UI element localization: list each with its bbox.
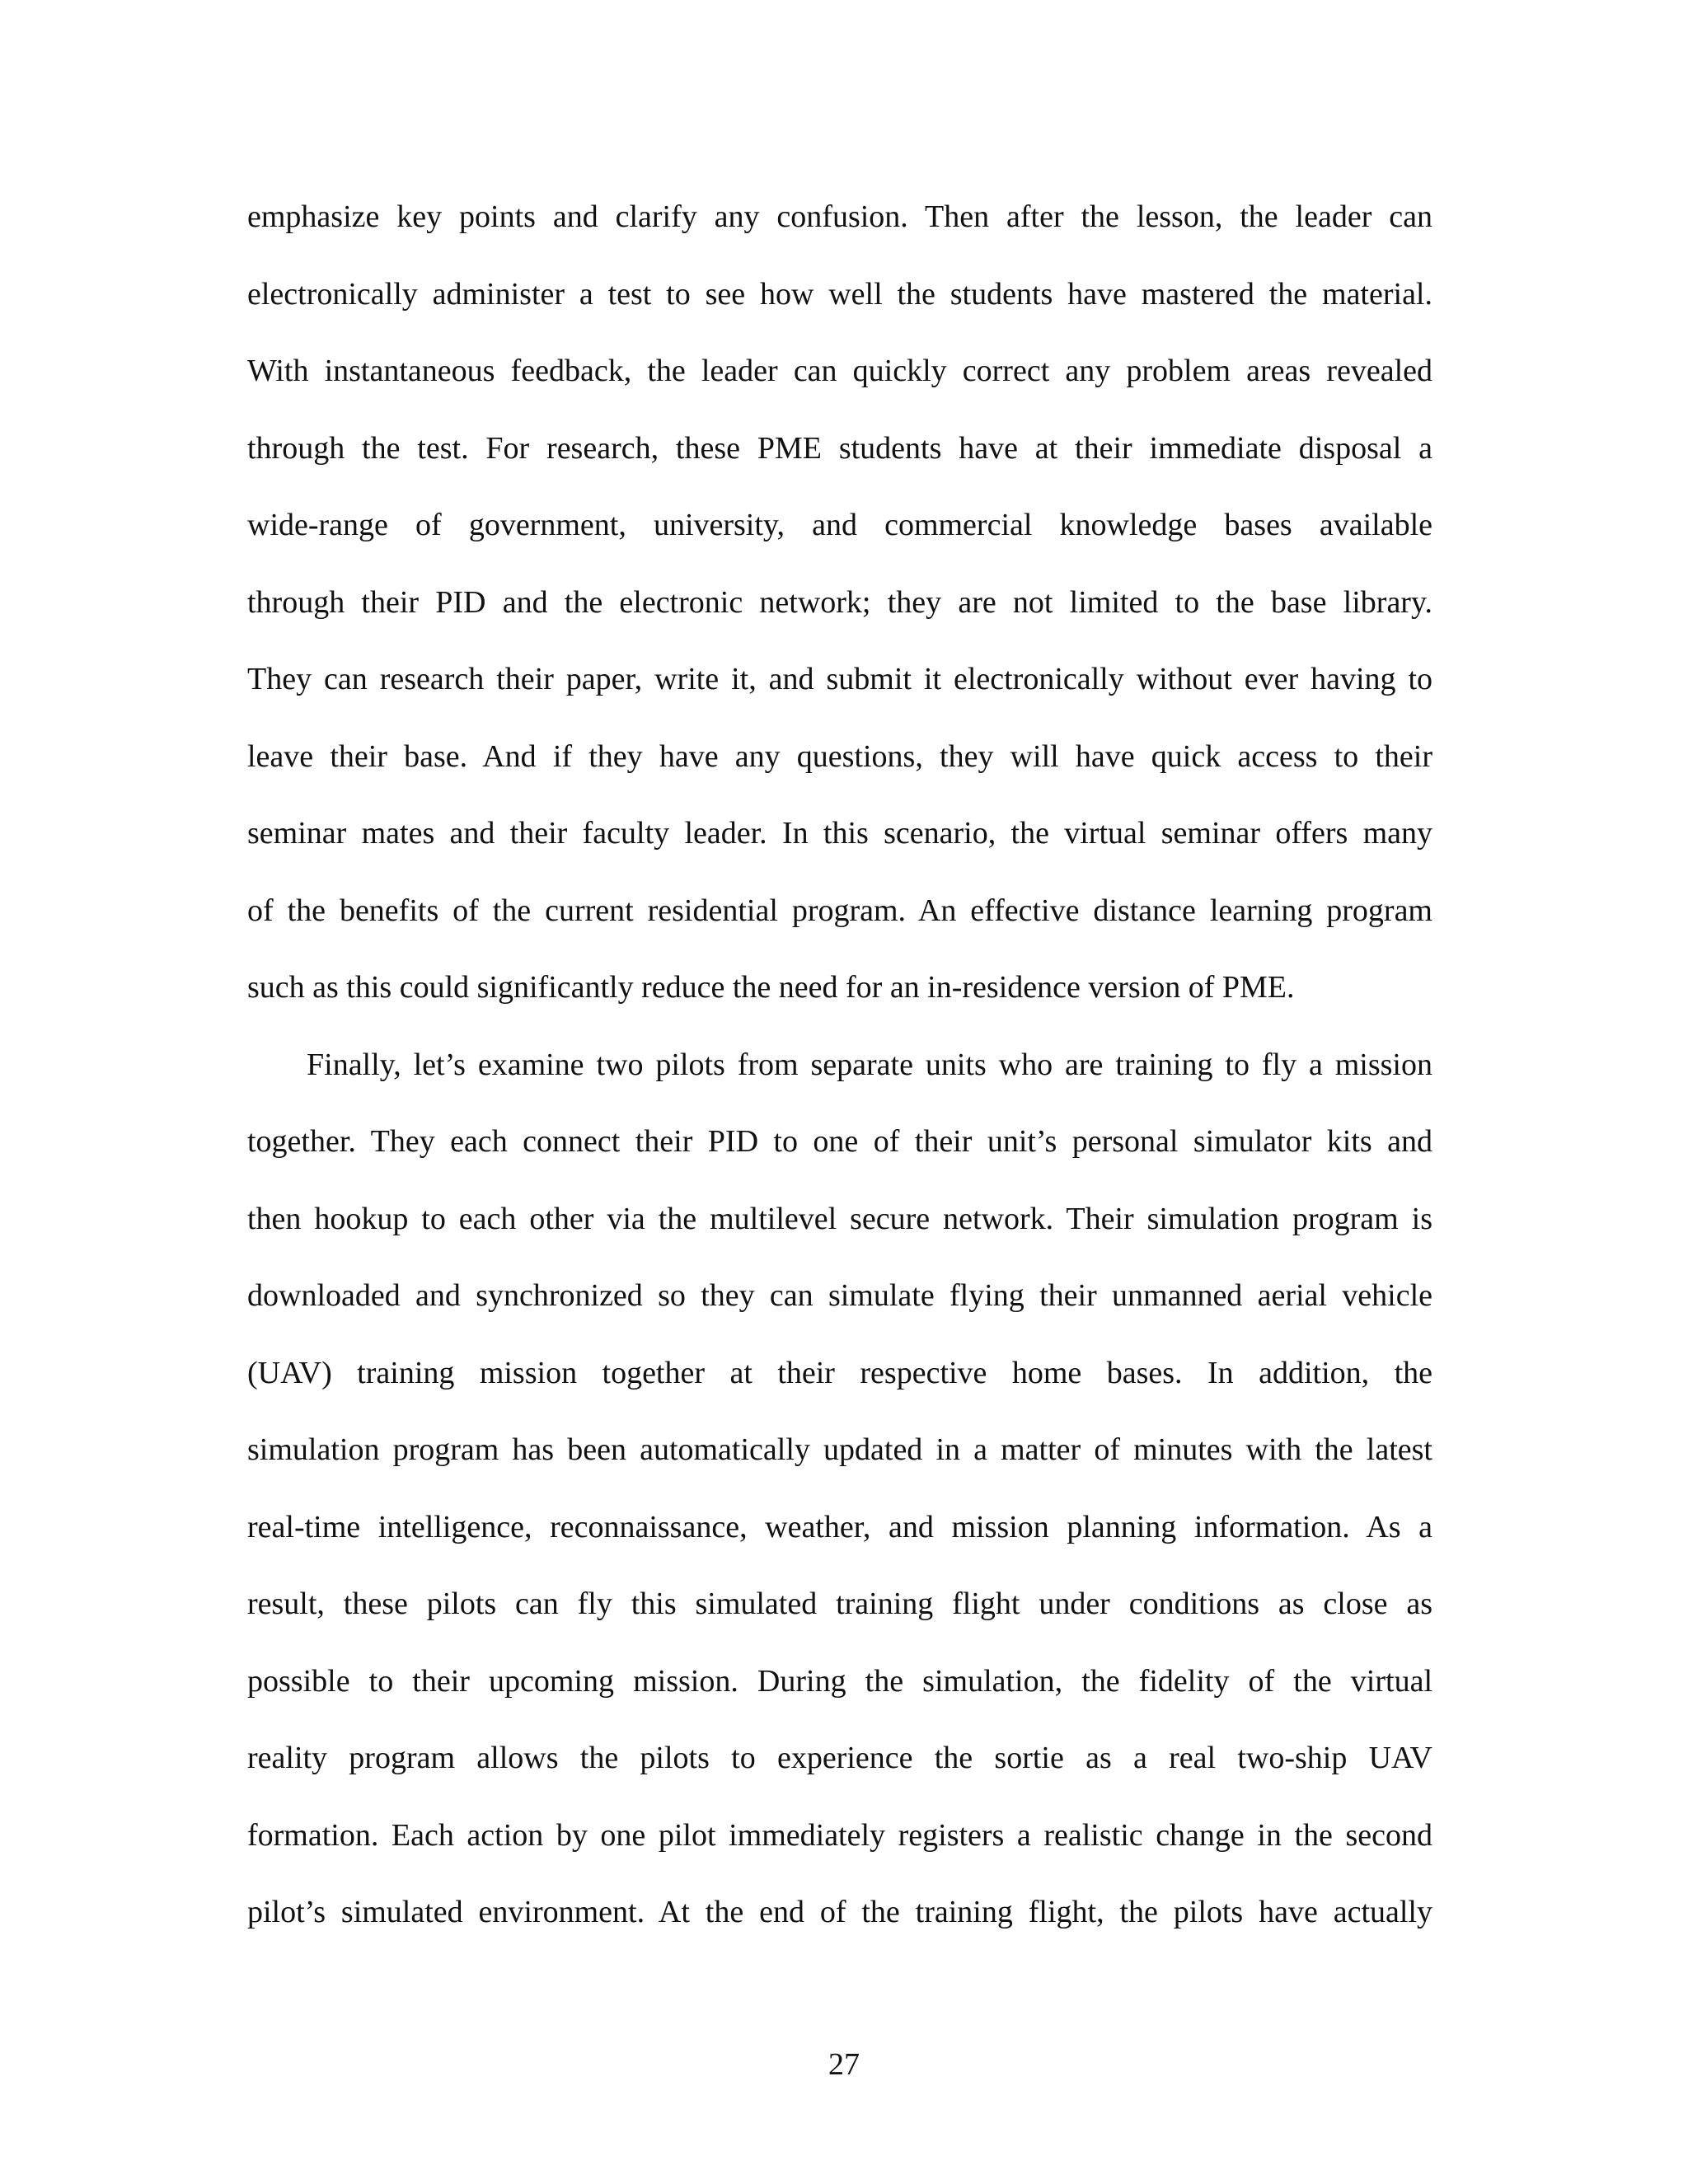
body-text [247, 192, 1432, 1965]
text-line: With instantaneous feedback, the leader can quickly correct any problem areas revealed [247, 354, 1432, 388]
text-line: formation. Each action by one pilot immediately registers a realistic change in the second [247, 1817, 1432, 1853]
text-line: wide-range of government, university, and commercial knowledge bases available [247, 508, 1432, 542]
text-line: through their PID and the electronic network; they are not limited to the base library. [247, 584, 1432, 620]
text-line: result, these pilots can fly this simulated training flight under conditions as close as [247, 1586, 1432, 1621]
text-line-paragraph-end: such as this could significantly reduce the need for an in-residence version of PME. [247, 970, 1295, 1005]
text-line: through the test. For research, these PME students have at their immediate disposal a [247, 430, 1432, 466]
text-line: then hookup to each other via the multilevel secure network. Their simulation program is [247, 1201, 1432, 1236]
text-line: They can research their paper, write it, and submit it electronically without ever having to [247, 662, 1432, 696]
text-line: simulation program has been automatically updated in a matter of minutes with the latest [247, 1432, 1432, 1467]
text-line: leave their base. And if they have any questions, they will have quick access to their [247, 738, 1432, 774]
text-line: real-time intelligence, reconnaissance, weather, and mission planning information. As a [247, 1509, 1432, 1544]
text-line: reality program allows the pilots to experience the sortie as a real two-ship UAV [247, 1741, 1432, 1775]
text-line: emphasize key points and clarify any confusion. Then after the lesson, the leader can [247, 199, 1432, 234]
text-line: electronically administer a test to see how well the students have mastered the material. [247, 276, 1432, 312]
text-line: together. They each connect their PID to one of their unit’s personal simulator kits and [247, 1124, 1432, 1159]
page-number: 27 [828, 2047, 860, 2082]
text-line: downloaded and synchronized so they can simulate flying their unmanned aerial vehicle [247, 1278, 1432, 1313]
text-line-paragraph-start: Finally, let’s examine two pilots from separate units who are training to fly a mission [307, 1047, 1432, 1082]
text-line: seminar mates and their faculty leader. In this scenario, the virtual seminar offers many [247, 816, 1432, 851]
text-line: pilot’s simulated environment. At the end of the training flight, the pilots have actually [247, 1895, 1432, 1929]
text-line: possible to their upcoming mission. During the simulation, the fidelity of the virtual [247, 1663, 1432, 1699]
text-line: (UAV) training mission together at their respective home bases. In addition, the [247, 1355, 1432, 1390]
text-line: of the benefits of the current residential program. An effective distance learning program [247, 893, 1432, 928]
